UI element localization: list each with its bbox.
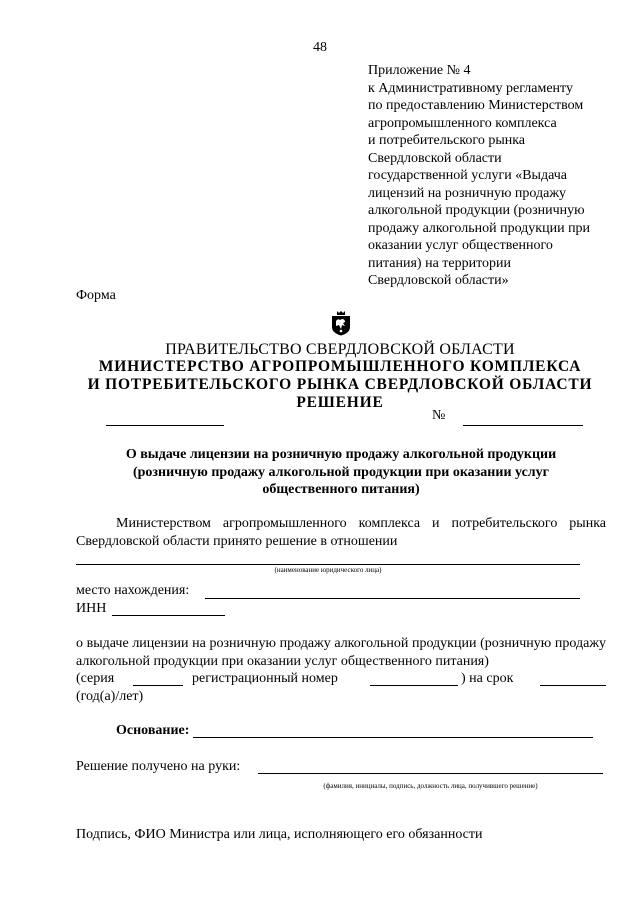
- series-blank[interactable]: [133, 685, 183, 686]
- government-title: ПРАВИТЕЛЬСТВО СВЕРДЛОВСКОЙ ОБЛАСТИ: [165, 341, 515, 358]
- title-line-2: (розничную продажу алкогольной продукции при оказании услуг: [132, 464, 549, 480]
- appendix-line: продажу алкогольной продукции при: [368, 220, 591, 236]
- ministry-line-2: И ПОТРЕБИТЕЛЬСКОГО РЫНКА СВЕРДЛОВСКОЙ ОБЛАСТИ: [87, 376, 593, 393]
- basis-label: Основание:: [116, 723, 190, 738]
- title-line-3: общественного питания): [262, 482, 420, 497]
- entity-caption: (наименование юридического лица): [274, 566, 382, 574]
- appendix-block: [368, 62, 618, 290]
- signature-label: Подпись, ФИО Министра или лица, исполняющего его обязанности: [76, 827, 483, 842]
- appendix-line: питания) на территории: [368, 255, 512, 271]
- inn-blank[interactable]: [112, 615, 225, 616]
- appendix-line: к Административному регламенту: [368, 80, 573, 96]
- ministry-line-1: МИНИСТЕРСТВО АГРОПРОМЫШЛЕННОГО КОМПЛЕКСА: [98, 358, 582, 375]
- received-label: Решение получено на руки:: [76, 759, 241, 774]
- appendix-line: по предоставлению Министерством: [368, 98, 584, 113]
- years-label: (год(а)/лет): [76, 689, 144, 704]
- ministry-title: [0, 358, 640, 394]
- appendix-line: государственной услуги «Выдача: [368, 168, 567, 183]
- date-blank[interactable]: [106, 425, 224, 426]
- term-blank[interactable]: [540, 685, 606, 686]
- series-label: (серия: [76, 671, 115, 686]
- appendix-line: агропромышленного комплекса: [368, 115, 557, 131]
- decision-title: РЕШЕНИЕ: [296, 394, 384, 411]
- number-blank[interactable]: [463, 425, 583, 426]
- title-line-1: О выдаче лицензии на розничную продажу алкогольной продукции: [125, 447, 557, 462]
- entity-name-blank[interactable]: [76, 564, 580, 565]
- coat-of-arms-icon: [331, 310, 351, 336]
- form-label: Форма: [76, 288, 116, 303]
- basis-blank[interactable]: [193, 737, 593, 738]
- intro-paragraph: Министерством агропромышленного комплекса и потребительского рынка Свердловской области принято решение в отношении: [76, 516, 606, 549]
- location-label: место нахождения:: [76, 583, 190, 598]
- received-caption: (фамилия, инициалы, подпись, должность лица, получившего решение): [323, 782, 538, 790]
- appendix-line: Свердловской области: [368, 150, 502, 166]
- appendix-line: оказании услуг общественного: [368, 238, 553, 253]
- inn-label: ИНН: [76, 601, 107, 616]
- page-number: 48: [313, 40, 327, 55]
- term-label: ) на срок: [461, 671, 514, 686]
- issuance-paragraph: о выдаче лицензии на розничную продажу алкогольной продукции (розничную продажу алкогольной продукции при оказании услуг общественного питания): [76, 636, 606, 669]
- location-blank[interactable]: [205, 598, 580, 599]
- reg-number-label: регистрационный номер: [192, 671, 338, 686]
- appendix-line: алкогольной продукции (розничную: [368, 203, 585, 218]
- appendix-line: лицензий на розничную продажу: [368, 185, 567, 201]
- appendix-line: Приложение № 4: [368, 63, 471, 78]
- document-title: [76, 446, 606, 499]
- reg-number-blank[interactable]: [370, 685, 458, 686]
- received-blank[interactable]: [258, 773, 603, 774]
- appendix-line: и потребительского рынка: [368, 133, 526, 148]
- appendix-line: Свердловской области»: [368, 273, 509, 288]
- number-sign: №: [432, 408, 446, 423]
